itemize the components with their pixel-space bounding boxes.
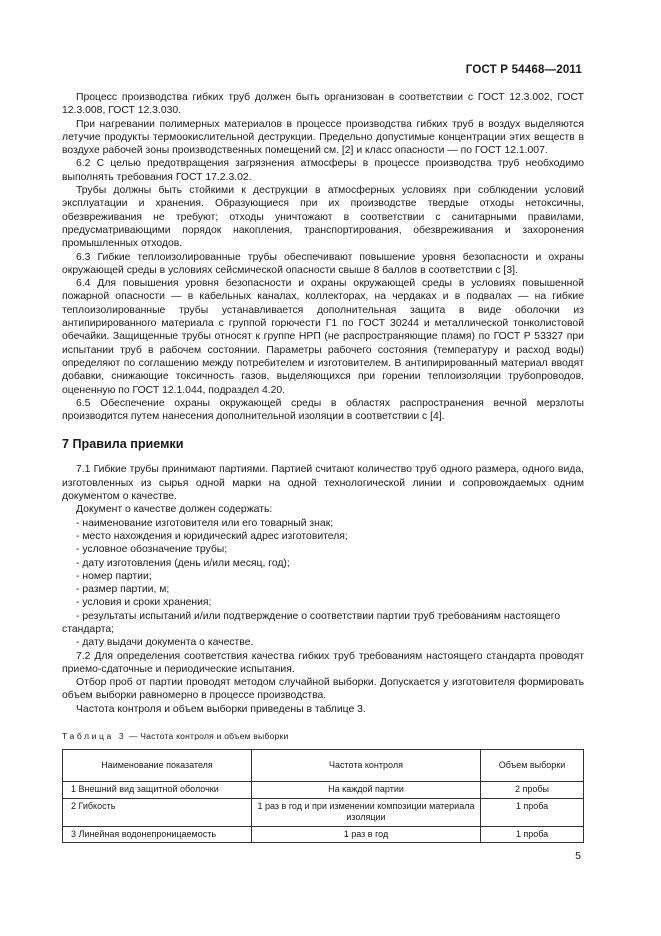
paragraph: 7.2 Для определения соответствия качества гибких труб требованиям настоящего стандарта проводят приемо-сдаточные и периодические испытания.	[62, 650, 584, 675]
paragraph: Документ о качестве должен содержать:	[76, 504, 273, 516]
table-cell: 1 проба	[481, 798, 584, 826]
paragraph: Трубы должны быть стойкими к деструкции в атмосферных условиях при соблюдении условий эксплуатации и хранения. Образующиеся при их производстве твердые отходы нетоксичны, обезвреживания не требуют; отходы уничтожают в соответствии с санитарными правилами, предусматривающими порядок накопления, транспортирования, обезвреживания и захоронения промышленных отходов.	[62, 185, 584, 250]
section-title: 7 Правила приемки	[62, 437, 184, 452]
paragraph: 7.1 Гибкие трубы принимают партиями. Партией считают количество труб одного размера, одного вида, изготовленных из сырья одной марки на одной технологической линии и сопровождаемых одним документом о качестве.	[62, 464, 584, 503]
paragraph: Процесс производства гибких труб должен быть организован в соответствии с ГОСТ 12.3.002, ГОСТ 12.3.008, ГОСТ 12.3.030.	[62, 92, 584, 117]
document-body	[62, 91, 584, 843]
paragraph: Частота контроля и объем выборки приведены в таблице 3.	[76, 703, 366, 715]
table-cell: 1 Внешний вид защитной оболочки	[63, 782, 252, 799]
paragraph: 6.5 Обеспечение охраны окружающей среды в областях распространения вечной мерзлоты производится путем нанесения дополнительной изоляции в соответствии с [4].	[62, 397, 584, 423]
list-item: - результаты испытаний и/или подтверждение о соответствии партии труб требованиям настоящего стандарта;	[62, 610, 561, 635]
paragraph: 6.3 Гибкие теплоизолированные трубы обеспечивают повышение уровня безопасности и охраны окружающей среды в условиях сейсмической опасности свыше 8 баллов в соответствии с [3].	[62, 251, 584, 276]
paragraph: 6.2 С целью предотвращения загрязнения атмосферы в процессе производства труб необходимо выполнять требования ГОСТ 17.2.3.02.	[62, 158, 584, 183]
paragraph: 6.4 Для повышения уровня безопасности и охраны окружающей среды в условиях повышенной пожарной опасности — в кабельных каналах, коллекторах, на чердаках и в подвалах — на гибкие теплоизолированные трубы устанавливается дополнительная защита в виде оболочки из антипирированного материала с группой горючести Г1 по ГОСТ 30244 и металлической тонколистовой обечайки. Защищенные трубы относят к группе НРП (не распространяющие пламя) по ГОСТ Р 53327 при испытании труб в рабочем состоянии. Параметры рабочего состояния (температуру и расход воды) определяют по соглашению между потребителем и изготовителем. В антипирированный материал вводят добавки, снижающие токсичность газов, выделяющихся при горении теплоизоляции трубопроводов, оцененную по ГОСТ 12.1.044, подраздел 4.20.	[62, 278, 584, 396]
column-header: Частота контроля	[252, 750, 481, 782]
table-cell: 2 Гибкость	[63, 798, 252, 826]
page-number: 5	[575, 850, 581, 862]
table-caption-text: — Частота контроля и объем выборки	[126, 731, 289, 742]
column-header: Наименование показателя	[63, 750, 252, 782]
table-cell: 1 раз в год и при изменении композиции материала изоляции	[252, 798, 481, 826]
list-item: - номер партии;	[76, 570, 152, 582]
list-item: - условное обозначение трубы;	[76, 544, 228, 556]
column-header: Объем выборки	[481, 750, 584, 782]
table-header-row	[63, 750, 584, 782]
table-cell: 2 пробы	[481, 782, 584, 799]
table-cell: На каждой партии	[252, 782, 481, 799]
table-cell: 1 раз в год	[252, 826, 481, 843]
list-item: - дату изготовления (день и/или месяц, год);	[76, 557, 290, 569]
doc-code-header: ГОСТ Р 54468—2011	[465, 64, 582, 76]
table-row	[63, 782, 584, 799]
table-cell: 1 проба	[481, 826, 584, 843]
control-frequency-table	[62, 749, 584, 843]
list-item: - наименование изготовителя или его товарный знак;	[76, 517, 334, 529]
list-item: - размер партии, м;	[76, 584, 170, 596]
paragraph: При нагревании полимерных материалов в процессе производства гибких труб в воздух выделяются летучие продукты термоокислительной деструкции. Предельно допустимые концентрации этих веществ в воздухе рабочей зоны производственных помещений см. [2] и класс опасности — по ГОСТ 12.1.007.	[62, 118, 584, 157]
paragraph: Отбор проб от партии проводят методом случайной выборки. Допускается у изготовителя формировать объем выборки равномерно в процессе производства.	[62, 677, 584, 702]
list-item: - условия и сроки хранения;	[76, 597, 212, 609]
table-caption-label: Таблица 3	[62, 731, 127, 742]
table-caption	[62, 730, 584, 743]
table-row	[63, 826, 584, 843]
list-item: - дату выдачи документа о качестве.	[76, 637, 254, 649]
list-item: - место нахождения и юридический адрес изготовителя;	[76, 530, 348, 542]
table-cell: 3 Линейная водонепроницаемость	[63, 826, 252, 843]
table-row	[63, 798, 584, 826]
